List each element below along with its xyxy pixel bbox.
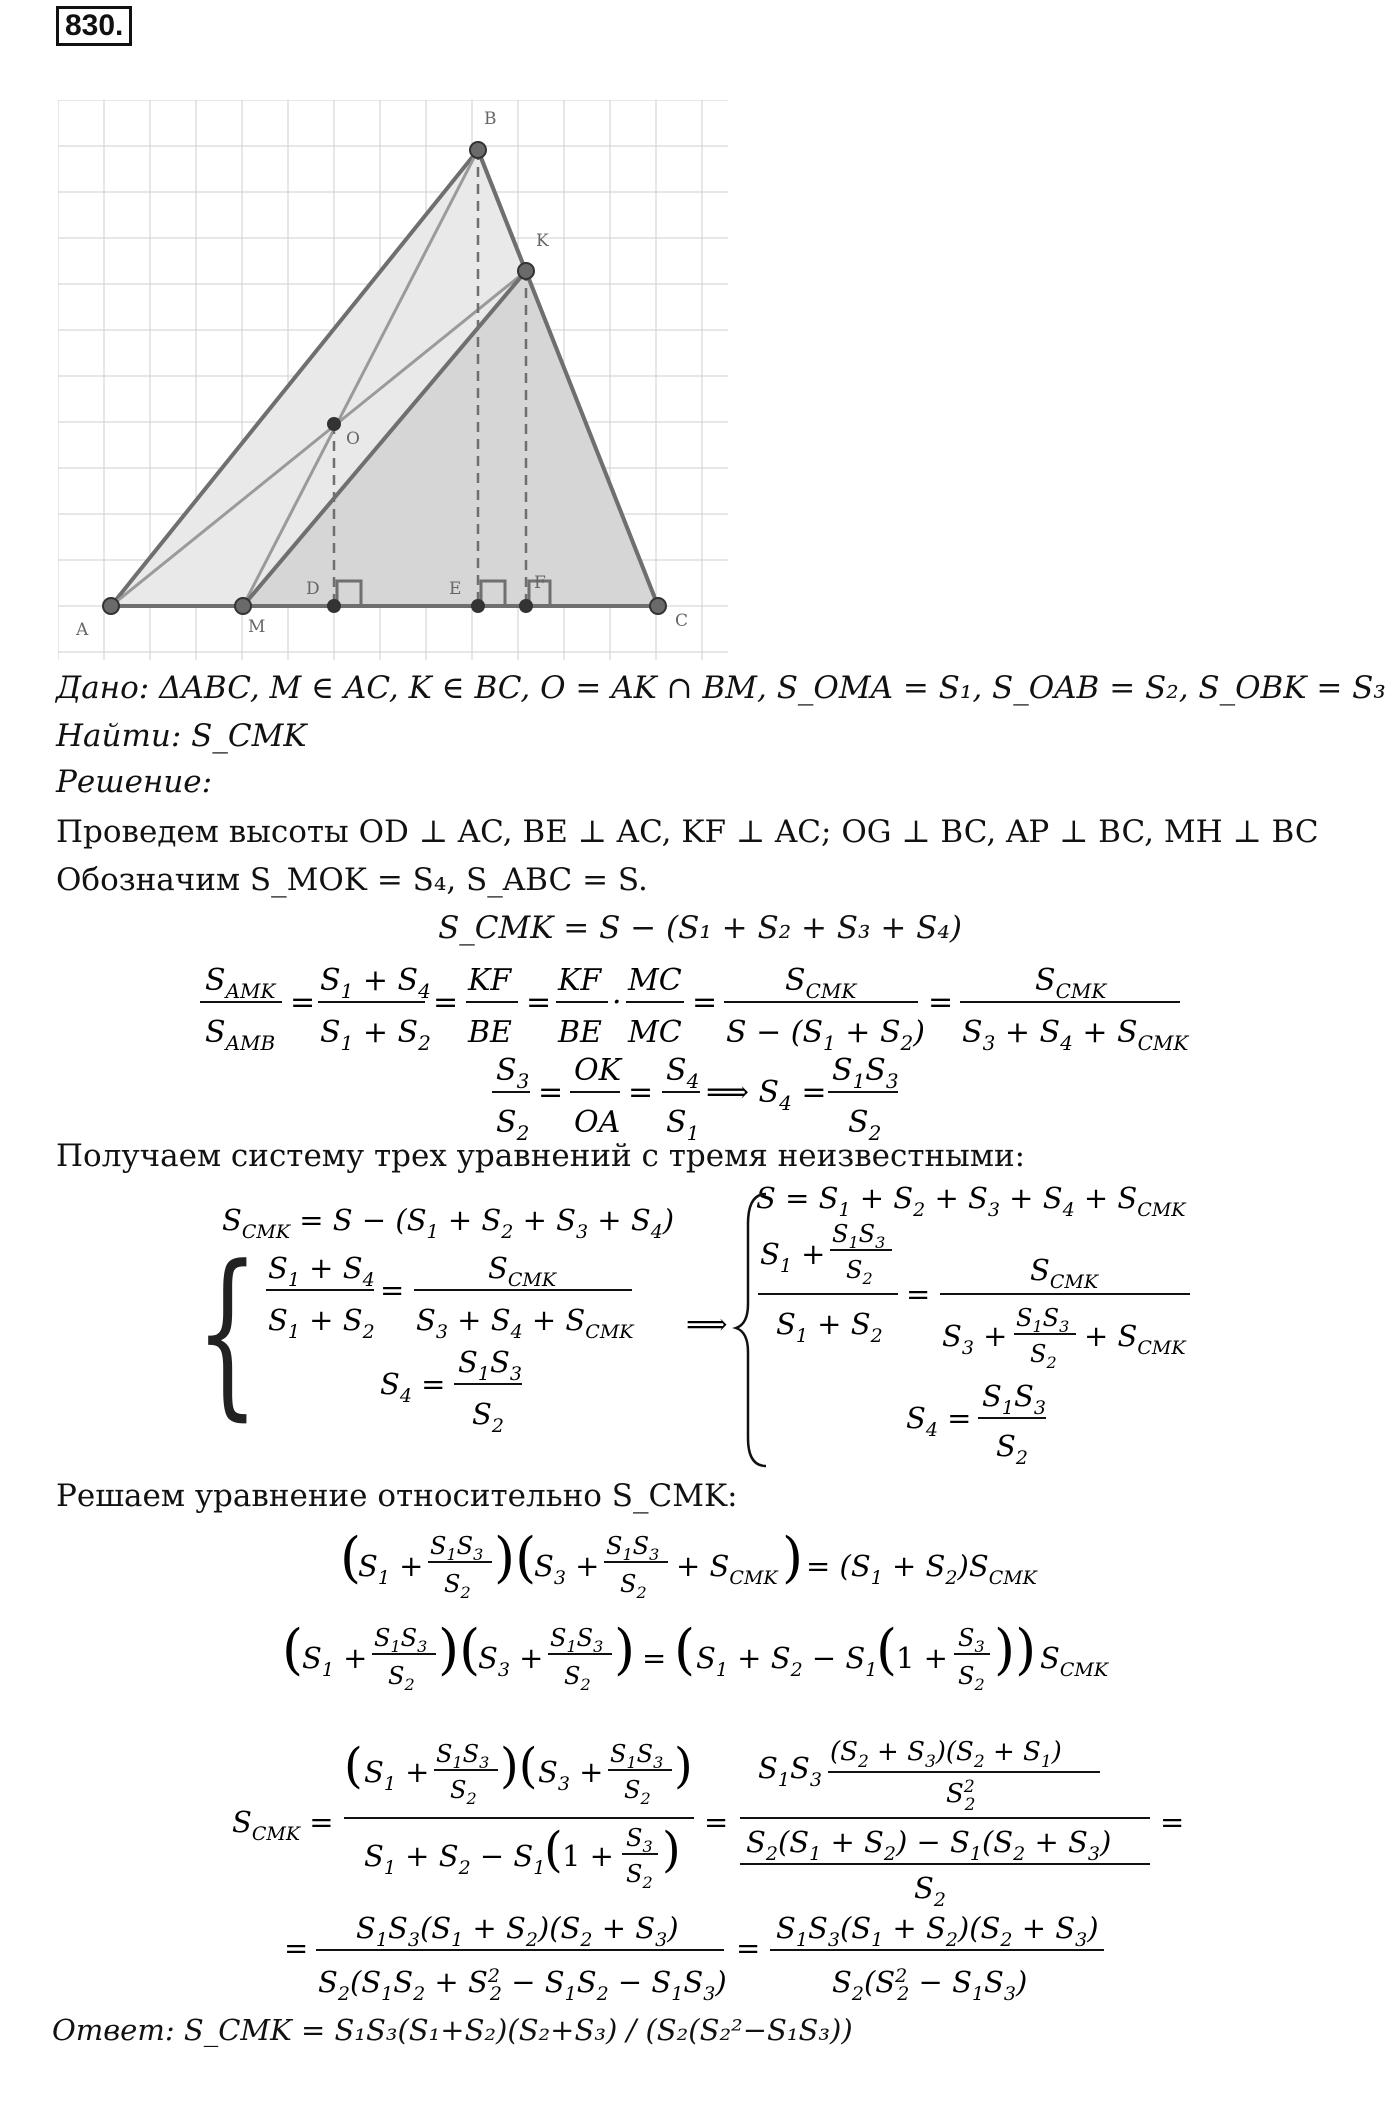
svg-text:S1 + S4: $S_1 + S_4$: [268, 1251, 375, 1291]
label-o: O: [346, 429, 360, 449]
svg-text:S1S3: $S_1S_3$: [430, 1532, 484, 1564]
svg-text:S1 +: $S_1$ +: [364, 1755, 430, 1795]
svg-text:SCMK: $S_{CMK}$: [1035, 963, 1107, 1003]
svg-text:=: =: [284, 1931, 309, 1965]
label-f: F: [534, 573, 546, 593]
svg-text:S3 + S4 + SCMK: $S_3 + S_4 + S_{CMK}$: [416, 1303, 634, 1343]
svg-text:S1 + S2: $S_1 + S_2$: [268, 1303, 375, 1343]
svg-text:S2: $S_2$: [444, 1570, 471, 1602]
svg-text:⟹ S4 =: ⟹ $S_4$ =: [706, 1075, 827, 1115]
svg-text:S1 + S4: $S_1 + S_4$: [320, 963, 431, 1003]
svg-text:S2: $S_2$: [996, 1429, 1028, 1469]
svg-text:S4 =: $S_4$ =: [380, 1367, 446, 1407]
svg-text:⟹: ⟹: [686, 1307, 728, 1341]
system-intro-line: [0, 1136, 1400, 1176]
svg-text:)): )): [994, 1618, 1037, 1681]
svg-text:S1 + S2 − S1: $S_1 + S_2 - S_1$: [364, 1839, 546, 1879]
svg-text:1 +: 1 +: [896, 1641, 948, 1675]
svg-text:S2: $S_2$: [846, 1256, 873, 1288]
svg-text:S3: $S_3$: [958, 1624, 985, 1656]
svg-text:S3 + S4 + SCMK: $S_3 + S_4 + S_{CMK}$: [962, 1015, 1189, 1055]
svg-text:SCMK: $S_{CMK}$: [1030, 1253, 1099, 1293]
svg-text:= (S1 + S2)SCMK: = $(S_1 + S_2)S_{CMK}$: [806, 1549, 1037, 1589]
svg-text:S1S3: $S_1S_3$: [606, 1532, 660, 1564]
label-m: M: [248, 617, 266, 637]
svg-text:S2: $S_2$: [914, 1871, 946, 1911]
svg-text:BE: BE: [468, 1015, 512, 1050]
svg-text:S3 +: $S_3$ +: [478, 1641, 544, 1681]
svg-text:S2(S22 − S1S3): $S_2(S^2$ $2 - S_1S_3$): [832, 1965, 1028, 2005]
svg-text:S3 +: $S_3$ +: [942, 1319, 1008, 1359]
svg-text:S3: $S_3$: [496, 1053, 530, 1093]
svg-text:): ): [614, 1618, 636, 1681]
answer-text: S_CMK = S₁S₃(S₁+S₂)(S₂+S₃) / (S₂(S₂²−S₁S₃)): [183, 2013, 853, 2047]
solve-intro-line: [0, 1476, 1400, 1516]
svg-text:S1S3: $S_1S_3$: [758, 1751, 822, 1791]
svg-text:{: {: [195, 1227, 259, 1438]
svg-text:S = S1 + S2 + S3 + S4 + SCMK: $S = S_1 + S_2 + S_3 + S_4 + S_{CMK}$: [756, 1184, 1186, 1221]
svg-text:)(: )(: [438, 1618, 481, 1681]
svg-text:=: =: [433, 985, 459, 1020]
svg-text:S2: $S_2$: [564, 1662, 591, 1694]
solve-intro-text: Решаем уравнение относительно S_CMK:: [56, 1478, 738, 1514]
svg-text:(: (: [344, 1738, 363, 1794]
svg-text:+ SCMK: + $S_{CMK}$: [676, 1549, 778, 1589]
svg-text:OK: OK: [574, 1053, 622, 1088]
svg-text:S3 +: $S_3$ +: [538, 1755, 604, 1795]
answer-line: Ответ: S_CMK = S₁S₃(S₁+S₂)(S₂+S₃) / (S₂(S₂²−S₁S₃)): [52, 2013, 853, 2047]
svg-text:(: (: [674, 1618, 696, 1681]
svg-text:=: =: [906, 1277, 931, 1311]
problem-number: 830.: [56, 6, 132, 46]
geometry-figure: [58, 100, 738, 660]
svg-text:S2: $S_2$: [472, 1397, 504, 1437]
svg-text:): ): [662, 1822, 681, 1878]
svg-text:S2(S1 + S2) − S1(S2 + S3): $S_2(S_1 + S_2) - S_1(S_2 + S_3)$: [746, 1825, 1112, 1865]
svg-text:S1S3: $S_1S_3$: [458, 1345, 522, 1385]
label-b: B: [484, 109, 497, 129]
equation-system: [0, 1184, 1400, 1474]
solution-label: Решение: [56, 764, 202, 800]
svg-text:S2: $S_2$: [496, 1105, 530, 1145]
svg-text:(: (: [876, 1618, 898, 1681]
svg-text:S1: $S_1$: [666, 1105, 700, 1145]
svg-text:=: =: [628, 1075, 654, 1110]
system-intro-text: Получаем систему трех уравнений с тремя неизвестными:: [56, 1138, 1026, 1174]
label-d: D: [306, 579, 320, 599]
svg-text:S1S3: $S_1S_3$: [374, 1624, 428, 1656]
svg-text:S2(S1S2 + S22 − S1S2 − S1S3): $S_2(S_1S_2 + S^2$ $2 - S_1S_2 - S_1S_3$): [318, 1965, 727, 2005]
svg-text:·: ·: [612, 985, 622, 1020]
svg-text:SCMK: $S_{CMK}$: [488, 1251, 557, 1291]
equation-final: [0, 1722, 1400, 2012]
svg-text:BE: BE: [558, 1015, 602, 1050]
svg-text:S22: $S^2$ 2: [946, 1777, 976, 1815]
svg-text:=: =: [736, 1931, 761, 1965]
svg-text:S1 +: $S_1$ +: [358, 1549, 424, 1589]
svg-text:S2: $S_2$: [624, 1776, 651, 1808]
svg-text:OA: OA: [574, 1105, 621, 1140]
svg-text:SCMK = S − (S1 + S2 + S3 + S4): $S_{CMK} = S - (S_1 + S_2 + S_3 + S_4)$: [222, 1203, 675, 1243]
svg-text:=: =: [704, 1805, 729, 1839]
svg-text:+ SCMK: + $S_{CMK}$: [1084, 1319, 1186, 1359]
svg-text:S2: $S_2$: [388, 1662, 415, 1694]
heights-line: [0, 812, 1400, 852]
svg-text:S1S3: $S_1S_3$: [832, 1220, 886, 1252]
equation-solve: [0, 1518, 1400, 1698]
svg-text:SCMK: $S_{CMK}$: [785, 963, 857, 1003]
svg-text:=: =: [290, 985, 316, 1020]
svg-text:=: =: [642, 1641, 667, 1675]
svg-text:S1S3: $S_1S_3$: [1016, 1304, 1070, 1336]
svg-text:S1 + S2: $S_1 + S_2$: [320, 1015, 431, 1055]
svg-text:S2: $S_2$: [1030, 1340, 1057, 1372]
svg-text:S1 +: $S_1$ +: [302, 1641, 368, 1681]
given-label: Дано: [56, 670, 139, 706]
svg-text:SAMK: $S_{AMK}$: [205, 963, 276, 1003]
svg-text:=: =: [692, 985, 718, 1020]
svg-text:SAMB: $S_{AMB}$: [205, 1015, 276, 1055]
notation-line: [0, 860, 1400, 900]
svg-text:S2: $S_2$: [958, 1662, 985, 1694]
svg-text:S1S3(S1 + S2)(S2 + S3): $S_1S_3(S_1 + S_2)(S_2 + S_3)$: [776, 1911, 1099, 1951]
svg-text:=: =: [1160, 1805, 1185, 1839]
svg-text:KF: KF: [468, 963, 512, 998]
label-a: A: [76, 620, 89, 640]
label-k: K: [536, 231, 549, 251]
svg-text:S2: $S_2$: [450, 1776, 477, 1808]
notation-text: Обозначим S_MOK = S₄, S_ABC = S.: [56, 862, 648, 898]
solution-line: Решение:: [56, 764, 213, 800]
find-label: Найти: [56, 718, 171, 754]
svg-text:S4 =: $S_4$ =: [906, 1401, 972, 1441]
svg-text:S1 +: $S_1$ +: [760, 1237, 826, 1277]
svg-text:S2: $S_2$: [626, 1860, 653, 1892]
svg-text:): ): [782, 1526, 804, 1589]
svg-text:S1S3: $S_1S_3$: [550, 1624, 604, 1656]
svg-text:1 +: 1 +: [562, 1839, 614, 1873]
svg-text:S1S3: $S_1S_3$: [982, 1379, 1046, 1419]
equation-1: S_CMK = S − (S₁ + S₂ + S₃ + S₄): [438, 910, 962, 946]
svg-text:S1 + S2 − S1: $S_1 + S_2 - S_1$: [696, 1641, 878, 1681]
svg-text:S1S3: $S_1S_3$: [436, 1740, 490, 1772]
svg-text:S2: $S_2$: [620, 1570, 647, 1602]
svg-text:KF: KF: [558, 963, 602, 998]
svg-text:S − (S1 + S2): $S - (S_1 + S_2)$: [726, 1015, 925, 1055]
svg-text:S3 +: $S_3$ +: [534, 1549, 600, 1589]
svg-text:=: =: [526, 985, 552, 1020]
label-c: C: [675, 611, 689, 631]
given-text: : ΔABC, M ∈ AC, K ∈ BC, O = AK ∩ BM, S_OMA = S₁, S_OAB = S₂, S_OBK = S₃: [138, 670, 1386, 706]
svg-text:S4: $S_4$: [666, 1053, 700, 1093]
given-line: [0, 668, 1400, 708]
svg-text:): ): [674, 1738, 693, 1794]
svg-text:S2: $S_2$: [848, 1105, 882, 1145]
svg-text:S1S3: $S_1S_3$: [832, 1053, 899, 1093]
svg-text:=: =: [380, 1273, 405, 1307]
find-line: [0, 716, 1400, 756]
svg-text:MC: MC: [628, 1015, 682, 1050]
svg-text:(: (: [282, 1618, 304, 1681]
svg-text:S3: $S_3$: [626, 1824, 653, 1856]
svg-text:SCMK: $S_{CMK}$: [1040, 1641, 1109, 1681]
label-e: E: [449, 579, 462, 599]
svg-text:MC: MC: [628, 963, 682, 998]
svg-text:SCMK =: $S_{CMK}$ =: [232, 1805, 334, 1845]
svg-text:S1S3: $S_1S_3$: [610, 1740, 664, 1772]
svg-text:=: =: [928, 985, 954, 1020]
find-text: : S_CMK: [170, 718, 307, 754]
svg-text:)(: )(: [500, 1738, 538, 1794]
svg-text:(: (: [544, 1822, 563, 1878]
equation-3: [0, 1040, 1400, 1150]
svg-text:(: (: [340, 1526, 362, 1589]
svg-text:S1 + S2: $S_1 + S_2$: [776, 1307, 883, 1347]
svg-text:=: =: [538, 1075, 564, 1110]
svg-text:S1S3(S1 + S2)(S2 + S3): $S_1S_3(S_1 + S_2)(S_2 + S_3)$: [356, 1911, 679, 1951]
svg-text:)(: )(: [494, 1526, 537, 1589]
svg-text:(S2 + S3)(S2 + S1): $(S_2 + S_3)(S_2 + S_1)$: [830, 1737, 1062, 1772]
answer-label: Ответ: [52, 2013, 165, 2047]
heights-text: Проведем высоты OD ⊥ AC, BE ⊥ AC, KF ⊥ AC; OG ⊥ BC, AP ⊥ BC, MH ⊥ BC: [56, 814, 1319, 850]
